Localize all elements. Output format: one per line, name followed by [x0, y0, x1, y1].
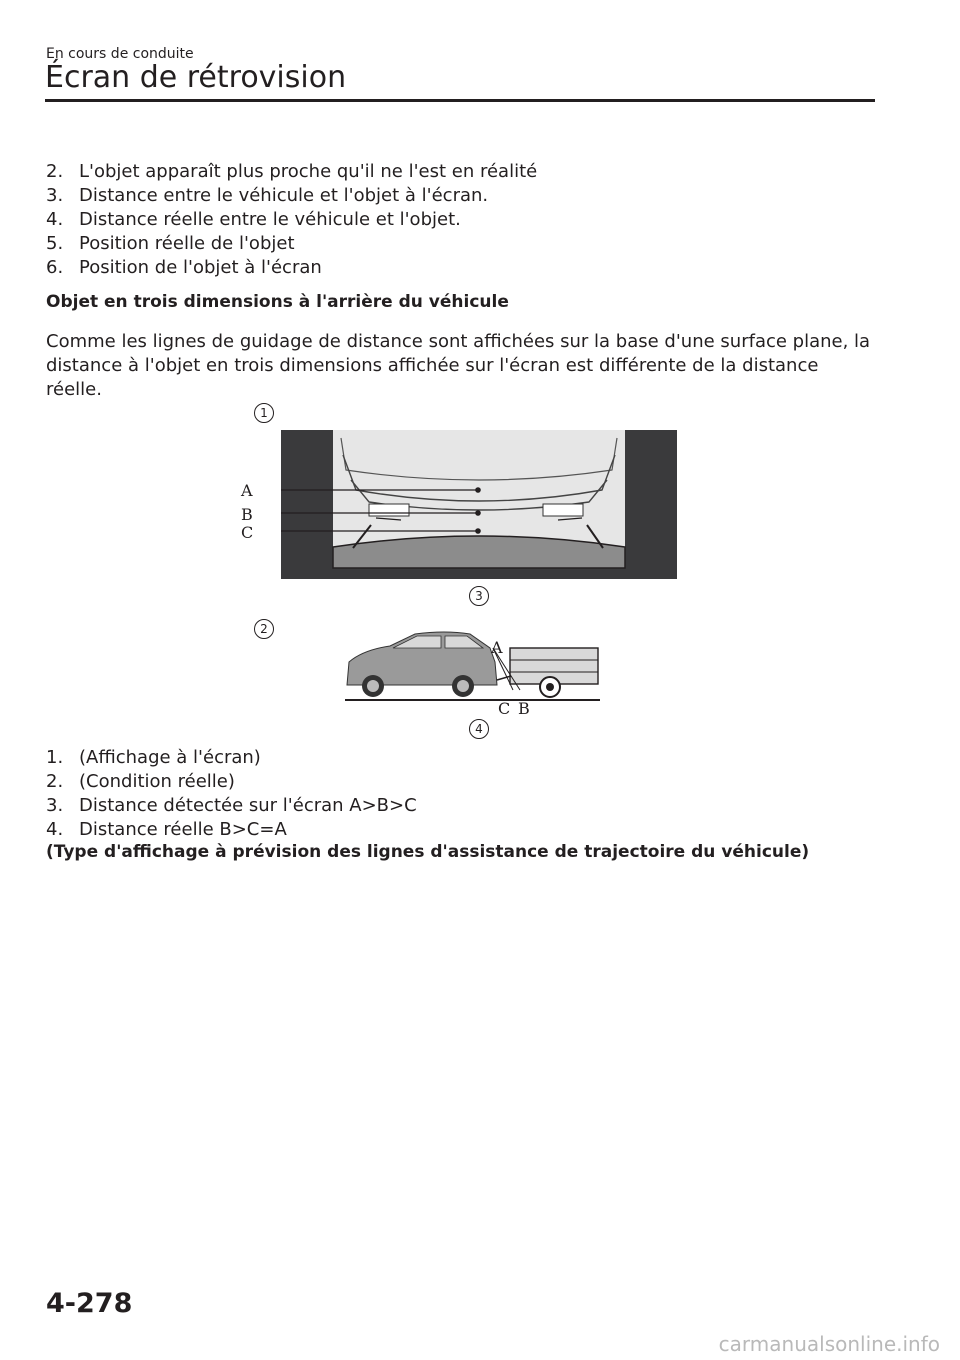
- top-list: [46, 160, 537, 280]
- page-title: Écran de rétrovision: [45, 60, 347, 95]
- side-label-a: A: [491, 638, 503, 657]
- callout-4: 4: [469, 719, 489, 739]
- screen-label-c: C: [241, 523, 254, 542]
- callout-3: 3: [469, 586, 489, 606]
- figure-caption: (Type d'affichage à prévision des lignes d'assistance de trajectoire du véhicule): [46, 842, 810, 862]
- header-rule: [45, 99, 875, 102]
- side-label-c: C: [498, 699, 511, 718]
- page-number: 4-278: [46, 1288, 133, 1319]
- section-label: En cours de conduite: [46, 46, 194, 62]
- subheading: Objet en trois dimensions à l'arrière du véhicule: [46, 292, 509, 312]
- list-item: 3. Distance détectée sur l'écran A>B>C: [46, 795, 417, 816]
- list-item: 4. Distance réelle B>C=A: [46, 819, 287, 840]
- list-item: 4. Distance réelle entre le véhicule et l'objet.: [46, 209, 461, 230]
- screen-label-a: A: [241, 481, 253, 500]
- watermark: carmanualsonline.info: [718, 1332, 940, 1356]
- callout-1: 1: [254, 403, 274, 423]
- body-paragraph: Comme les lignes de guidage de distance sont affichées sur la base d'une surface plane, la distance à l'objet en trois dimensions affichée sur l'écran est différente de la distance réelle.: [46, 331, 871, 400]
- list-item: 6. Position de l'objet à l'écran: [46, 257, 322, 278]
- callout-2: 2: [254, 619, 274, 639]
- car-trailer-side-illustration: [345, 630, 600, 705]
- side-label-b: B: [518, 699, 530, 718]
- list-item: 3. Distance entre le véhicule et l'objet à l'écran.: [46, 185, 489, 206]
- list-item: 2. L'objet apparaît plus proche qu'il ne l'est en réalité: [46, 161, 538, 182]
- list-item: 1. (Affichage à l'écran): [46, 747, 261, 768]
- bottom-list: [46, 746, 417, 842]
- screen-label-b: B: [241, 505, 253, 524]
- list-item: 2. (Condition réelle): [46, 771, 235, 792]
- rear-camera-screen-illustration: [281, 430, 677, 579]
- list-item: 5. Position réelle de l'objet: [46, 233, 295, 254]
